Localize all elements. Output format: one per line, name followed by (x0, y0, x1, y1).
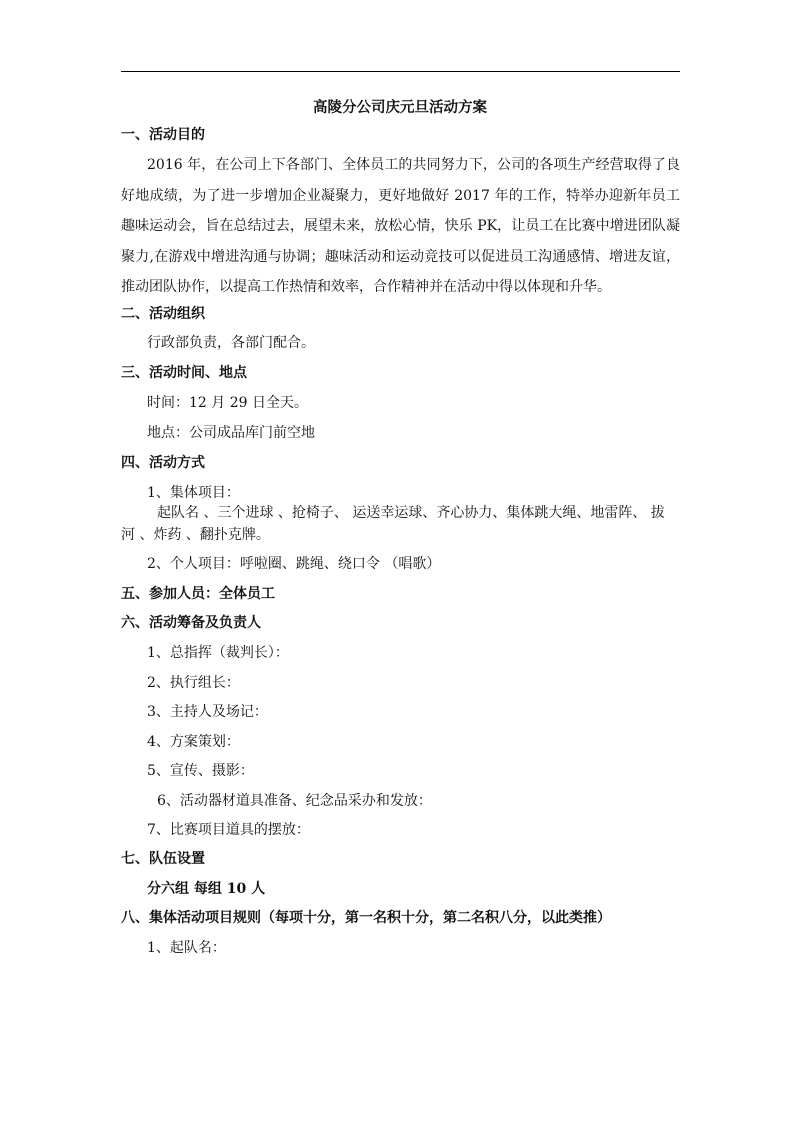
individual-items: 2、个人项目：呼啦圈、跳绳、绕口令 （唱歌） (147, 556, 441, 572)
section-4-heading: 四、活动方式 (121, 455, 205, 471)
staff-item-5: 5、宣传、摄影： (147, 763, 254, 779)
staff-item-2: 2、执行组长： (147, 675, 240, 691)
section-2-text: 行政部负责，各部门配合。 (147, 335, 315, 351)
section-2-heading: 二、活动组织 (121, 306, 205, 322)
section-8-heading: 八、集体活动项目规则（每项十分，第一名积十分，第二名积八分，以此类推） (121, 910, 611, 926)
group-items-label: 1、集体项目： (147, 485, 240, 501)
staff-item-3: 3、主持人及场记： (147, 704, 268, 720)
staff-item-6: 6、活动器材道具准备、纪念品采办和发放： (157, 793, 432, 809)
activity-time: 时间：12 月 29 日全天。 (147, 395, 308, 411)
section-1-paragraph-text: 2016 年，在公司上下各部门、全体员工的共同努力下，公司的各项生产经营取得了良好地成绩，为了进一步增加企业凝聚力，更好地做好 2017 年的工作，特举办迎新年员工趣味运动会，旨在总结过去，展望未来，放松心情，快乐 PK，让员工在比赛中增进团队凝聚力,在游戏中增进沟通与协调；趣味活动和运动竞技可以促进员工沟通感情、增进友谊，推动团队协作，以提高工作热情和效率，合作精神并在活动中得以体现和升华。 (121, 157, 680, 295)
section-1-paragraph (121, 150, 680, 303)
staff-item-7: 7、比赛项目道具的摆放： (147, 822, 310, 838)
header-rule (121, 71, 680, 72)
rule-item-1: 1、起队名： (147, 940, 226, 956)
section-1-heading: 一、活动目的 (121, 127, 205, 143)
group-items-line-1: 起队名 、三个进球 、抢椅子、 运送幸运球、齐心协力、集体跳大绳、地雷阵、 拔 (157, 505, 665, 521)
staff-item-4: 4、方案策划： (147, 734, 240, 750)
section-5-heading: 五、参加人员：全体员工 (121, 586, 275, 602)
section-3-heading: 三、活动时间、地点 (121, 365, 247, 381)
document-title: 高陵分公司庆元旦活动方案 (313, 99, 487, 116)
activity-place: 地点：公司成品库门前空地 (147, 425, 315, 441)
team-setup-text: 分六组 每组 10 人 (147, 881, 266, 897)
section-6-heading: 六、活动筹备及负责人 (121, 615, 261, 631)
staff-item-1: 1、总指挥（裁判长）： (147, 645, 289, 661)
section-7-heading: 七、队伍设置 (121, 851, 205, 867)
group-items-line-2: 河 、炸药 、翻扑克牌。 (121, 527, 270, 543)
